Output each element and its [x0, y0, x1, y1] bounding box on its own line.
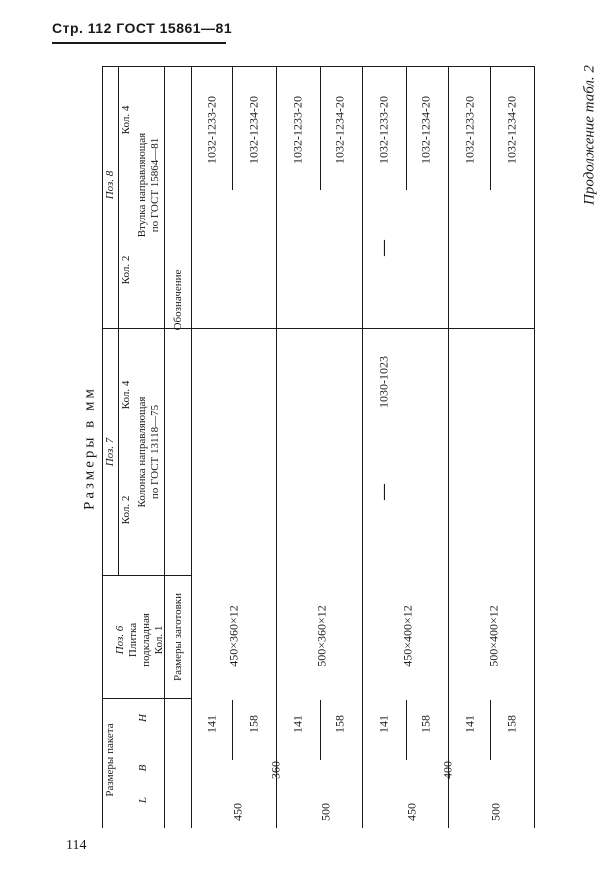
cell-H-g4r2: 158	[504, 715, 519, 733]
group-separator-1	[276, 66, 277, 828]
row-separator-3	[406, 66, 407, 190]
package-header: Размеры пакета	[104, 723, 116, 797]
cell-pos8k2-dash: —	[375, 240, 392, 256]
table-continuation-caption: Продолжение табл. 2	[581, 65, 598, 205]
cell-blank-g1: 450×360×12	[226, 605, 241, 667]
pos7-name-line1: Колонка направляющая	[136, 396, 148, 508]
cell-pos7k2-dash: —	[375, 484, 392, 500]
pos7-name-line2: по ГОСТ 13118—75	[149, 404, 161, 500]
row-separator-1b	[232, 700, 233, 760]
pos8-name-line2: по ГОСТ 15864—81	[149, 137, 161, 233]
header-divider-1	[164, 66, 165, 828]
cell-H-g2r2: 158	[332, 715, 347, 733]
cell-pos7k4-value: 1030-1023	[376, 356, 391, 408]
cell-pos8k4-g1r2: 1032-1234-20	[246, 96, 261, 164]
cell-L-g2: 500	[318, 803, 333, 821]
col-H-header: H	[137, 714, 149, 722]
page-header: Стр. 112 ГОСТ 15861—81	[52, 20, 233, 36]
cell-blank-g3: 450×400×12	[400, 605, 415, 667]
units-caption: Размеры в мм	[81, 385, 98, 511]
pos7-k2: Кол. 2	[120, 495, 132, 525]
cell-L-g4: 500	[488, 803, 503, 821]
header-divider-pos-titles	[118, 66, 119, 576]
cell-pos8k4-g3r1: 1032-1233-20	[376, 96, 391, 164]
header-row-divider-package	[102, 698, 192, 699]
pos6-name-line3: Кол. 1	[153, 625, 165, 655]
cell-pos8k4-g2r2: 1032-1234-20	[332, 96, 347, 164]
cell-B-g1: 360	[268, 761, 283, 779]
cell-pos8k4-g2r1: 1032-1233-20	[290, 96, 305, 164]
pos6-sub: Размеры заготовки	[172, 592, 184, 682]
cell-L-g1: 450	[230, 803, 245, 821]
group-separator-2	[362, 66, 363, 828]
col-L-header: L	[137, 796, 149, 804]
cell-blank-g4: 500×400×12	[486, 605, 501, 667]
pos7-title: Поз. 7	[104, 437, 116, 467]
cell-H-g1r2: 158	[246, 715, 261, 733]
cell-H-g3r1: 141	[376, 715, 391, 733]
pos8-title: Поз. 8	[104, 170, 116, 200]
cell-pos8k4-g4r2: 1032-1234-20	[504, 96, 519, 164]
table-border-left	[102, 66, 103, 828]
header-row-divider-pos6	[102, 575, 192, 576]
cell-H-g2r1: 141	[290, 715, 305, 733]
cell-pos8k4-g4r1: 1032-1233-20	[462, 96, 477, 164]
header-divider-2	[191, 66, 192, 828]
table-border-right	[534, 66, 535, 828]
cell-H-g4r1: 141	[462, 715, 477, 733]
pos7-k4: Кол. 4	[120, 380, 132, 410]
cell-L-g3: 450	[404, 803, 419, 821]
cell-H-g1r1: 141	[204, 715, 219, 733]
cell-B-g3: 400	[440, 761, 455, 779]
group-separator-3	[448, 66, 449, 828]
col-B-header: B	[137, 764, 149, 772]
pos6-name-line2: подкладная	[140, 613, 152, 667]
header-rule	[52, 42, 226, 44]
designation-header: Обозначение	[172, 269, 184, 331]
cell-blank-g2: 500×360×12	[314, 605, 329, 667]
cell-pos8k4-g3r2: 1032-1234-20	[418, 96, 433, 164]
pos8-name-line1: Втулка направляющая	[136, 132, 148, 238]
header-row-divider-pos7-pos8	[102, 328, 535, 329]
row-separator-4b	[490, 700, 491, 760]
row-separator-3b	[406, 700, 407, 760]
row-separator-1	[232, 66, 233, 190]
page-number: 114	[66, 838, 87, 853]
table-border-top	[102, 66, 535, 67]
row-separator-2b	[320, 700, 321, 760]
cell-pos8k4-g1r1: 1032-1233-20	[204, 96, 219, 164]
cell-H-g3r2: 158	[418, 715, 433, 733]
pos8-k2: Кол. 2	[120, 255, 132, 285]
row-separator-4	[490, 66, 491, 190]
row-separator-2	[320, 66, 321, 190]
pos8-k4: Кол. 4	[120, 105, 132, 135]
pos6-title: Поз. 6	[114, 625, 126, 655]
pos6-name-line1: Плитка	[127, 622, 139, 658]
